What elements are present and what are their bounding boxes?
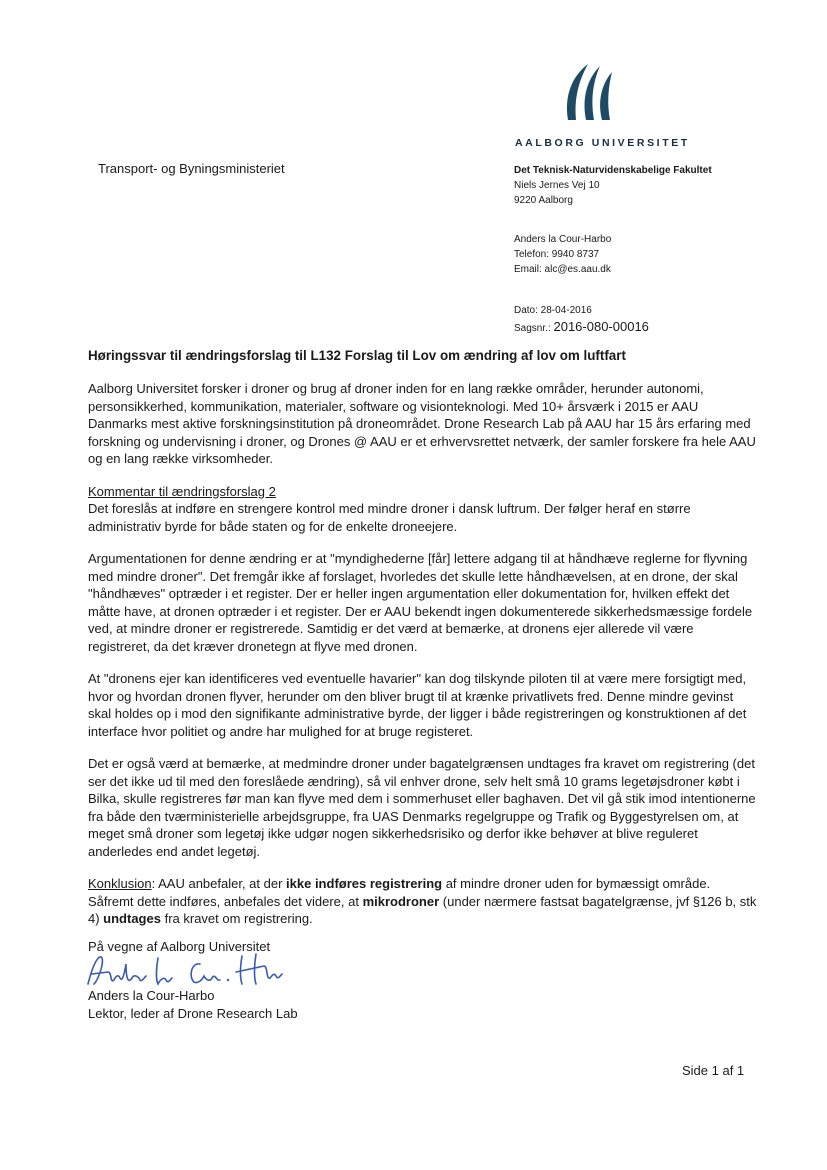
conclusion-text-4: fra kravet om registrering. (160, 911, 313, 926)
paragraph-3: Argumentationen for denne ændring er at "myndighederne [får] lettere adgang til at håndhæve reglerne for flyvning med mindre droner". Det fremgår ikke af forslaget, hvorledes det skulle lette håndhævelsen, at en drone, der skal "håndhæves" optræder i et register. Der er heller ingen argumentation eller dokumentation for, hvilken effekt det måtte have, at dronen optræder i et register. Der er AAU bekendt ingen dokumenterede sikkerhedsmæssige fordele ved, at mindre droner er registrerede. Samtidig er det værd at bemærke, at dronens ejer allerede vil være registreret, da det kræver dronetegn at flyve med dronen. (88, 551, 753, 654)
contact-name: Anders la Cour-Harbo (514, 234, 612, 245)
case-number-line (514, 319, 649, 337)
conclusion-bold-1: ikke indføres registrering (286, 876, 443, 891)
university-name: AALBORG UNIVERSITET (515, 137, 690, 149)
paragraph-4: At "dronens ejer kan identificeres ved eventuelle havarier" kan dog tilskynde piloten til at være mere forsigtigt med, hvor og hvordan dronen flyver, herunder om den bliver brugt til at krænke privatlivets fred. Denne mindre gevinst skal holdes op i mod den signifikante administrative byrde, der ligger i både registreringen og konstruktionen af det interface hvor politiet og andre har mulighed for at bruge registeret. (88, 671, 747, 739)
address-line-2: 9220 Aalborg (514, 195, 573, 206)
aau-logo-icon (558, 62, 618, 122)
conclusion-text-3: (under nærmere fastsat bagatelgrænse, jvf §126 b, stk 4) (88, 893, 757, 926)
contact-email: Email: alc@es.aau.dk (514, 264, 611, 275)
conclusion-text-1: : AAU anbefaler, at der (151, 876, 287, 891)
contact-phone: Telefon: 9940 8737 (514, 249, 600, 260)
aau-logo (558, 62, 618, 122)
sender-address (514, 163, 712, 208)
handwritten-signature (84, 950, 284, 992)
conclusion-text-2: af mindre droner uden for bymæssigt område. Såfremt dette indføres, anbefales det videre, at (88, 876, 711, 909)
section-heading: Kommentar til ændringsforslag 2 (88, 483, 276, 499)
letter-body (88, 380, 758, 943)
conclusion-label: Konklusion (88, 876, 152, 891)
conclusion-bold-3: undtages (103, 911, 161, 926)
paragraph-5: Det er også værd at bemærke, at medmindre droner under bagatelgrænsen undtages fra kravet om registrering (det ser det ikke ud til med den foreslåede ændring), så vil enhver drone, selv helt små 10 grams legetøjsdroner købt i Bilka, skulle registreres før man kan flyve med dem i sommerhuset eller baghaven. Det vil gå stik imod intentionerne fra både den tværministerielle arbejdsgruppe, fra UAS Denmarks regelgruppe og Trafik og Byggestyrelsen om, at meget små droner som legetøj ikke udgør nogen sikkerhedsrisiko og derfor ikke behøver at blive reguleret anderledes end andet legetøj. (88, 756, 756, 859)
contact-info (514, 232, 611, 277)
faculty-name: Det Teknisk-Naturvidenskabelige Fakultet (514, 165, 712, 176)
signer-block (88, 987, 298, 1022)
case-label: Sagsnr.: (514, 323, 551, 334)
on-behalf-of: På vegne af Aalborg Universitet (88, 939, 271, 954)
letter-meta (514, 303, 649, 337)
page-number: Side 1 af 1 (682, 1063, 745, 1078)
case-number: 2016-080-00016 (553, 319, 649, 334)
signature-icon (84, 950, 284, 992)
letter-title: Høringssvar til ændringsforslag til L132 Forslag til Lov om ændring af lov om luftfart (88, 348, 626, 363)
paragraph-2: Det foreslås at indføre en strengere kontrol med mindre droner i dansk luftrum. Der følger heraf en større administrativ byrde for både staten og for de enkelte droneejere. (88, 501, 691, 534)
paragraph-conclusion (88, 875, 758, 928)
signer-role: Lektor, leder af Drone Research Lab (88, 1005, 298, 1021)
paragraph-intro: Aalborg Universitet forsker i droner og brug af droner inden for en lang række områder, herunder autonomi, personsikkerhed, kommunikation, materialer, software og visionteknologi. Med 10+ årsværk i 2015 er AAU Danmarks mest aktive forskningsinstitution på droneområdet. Drone Research Lab på AAU har 15 års erfaring med forskning og undervisning i droner, og Drones @ AAU er et erhvervsrettet netværk, der samler forskere fra hele AAU og en lang række virksomheder. (88, 381, 756, 466)
signer-name: Anders la Cour-Harbo (88, 988, 215, 1003)
recipient: Transport- og Byningsministeriet (98, 161, 285, 176)
address-line-1: Niels Jernes Vej 10 (514, 180, 600, 191)
letter-date: Dato: 28-04-2016 (514, 305, 592, 316)
conclusion-bold-2: mikrodroner (362, 893, 440, 909)
